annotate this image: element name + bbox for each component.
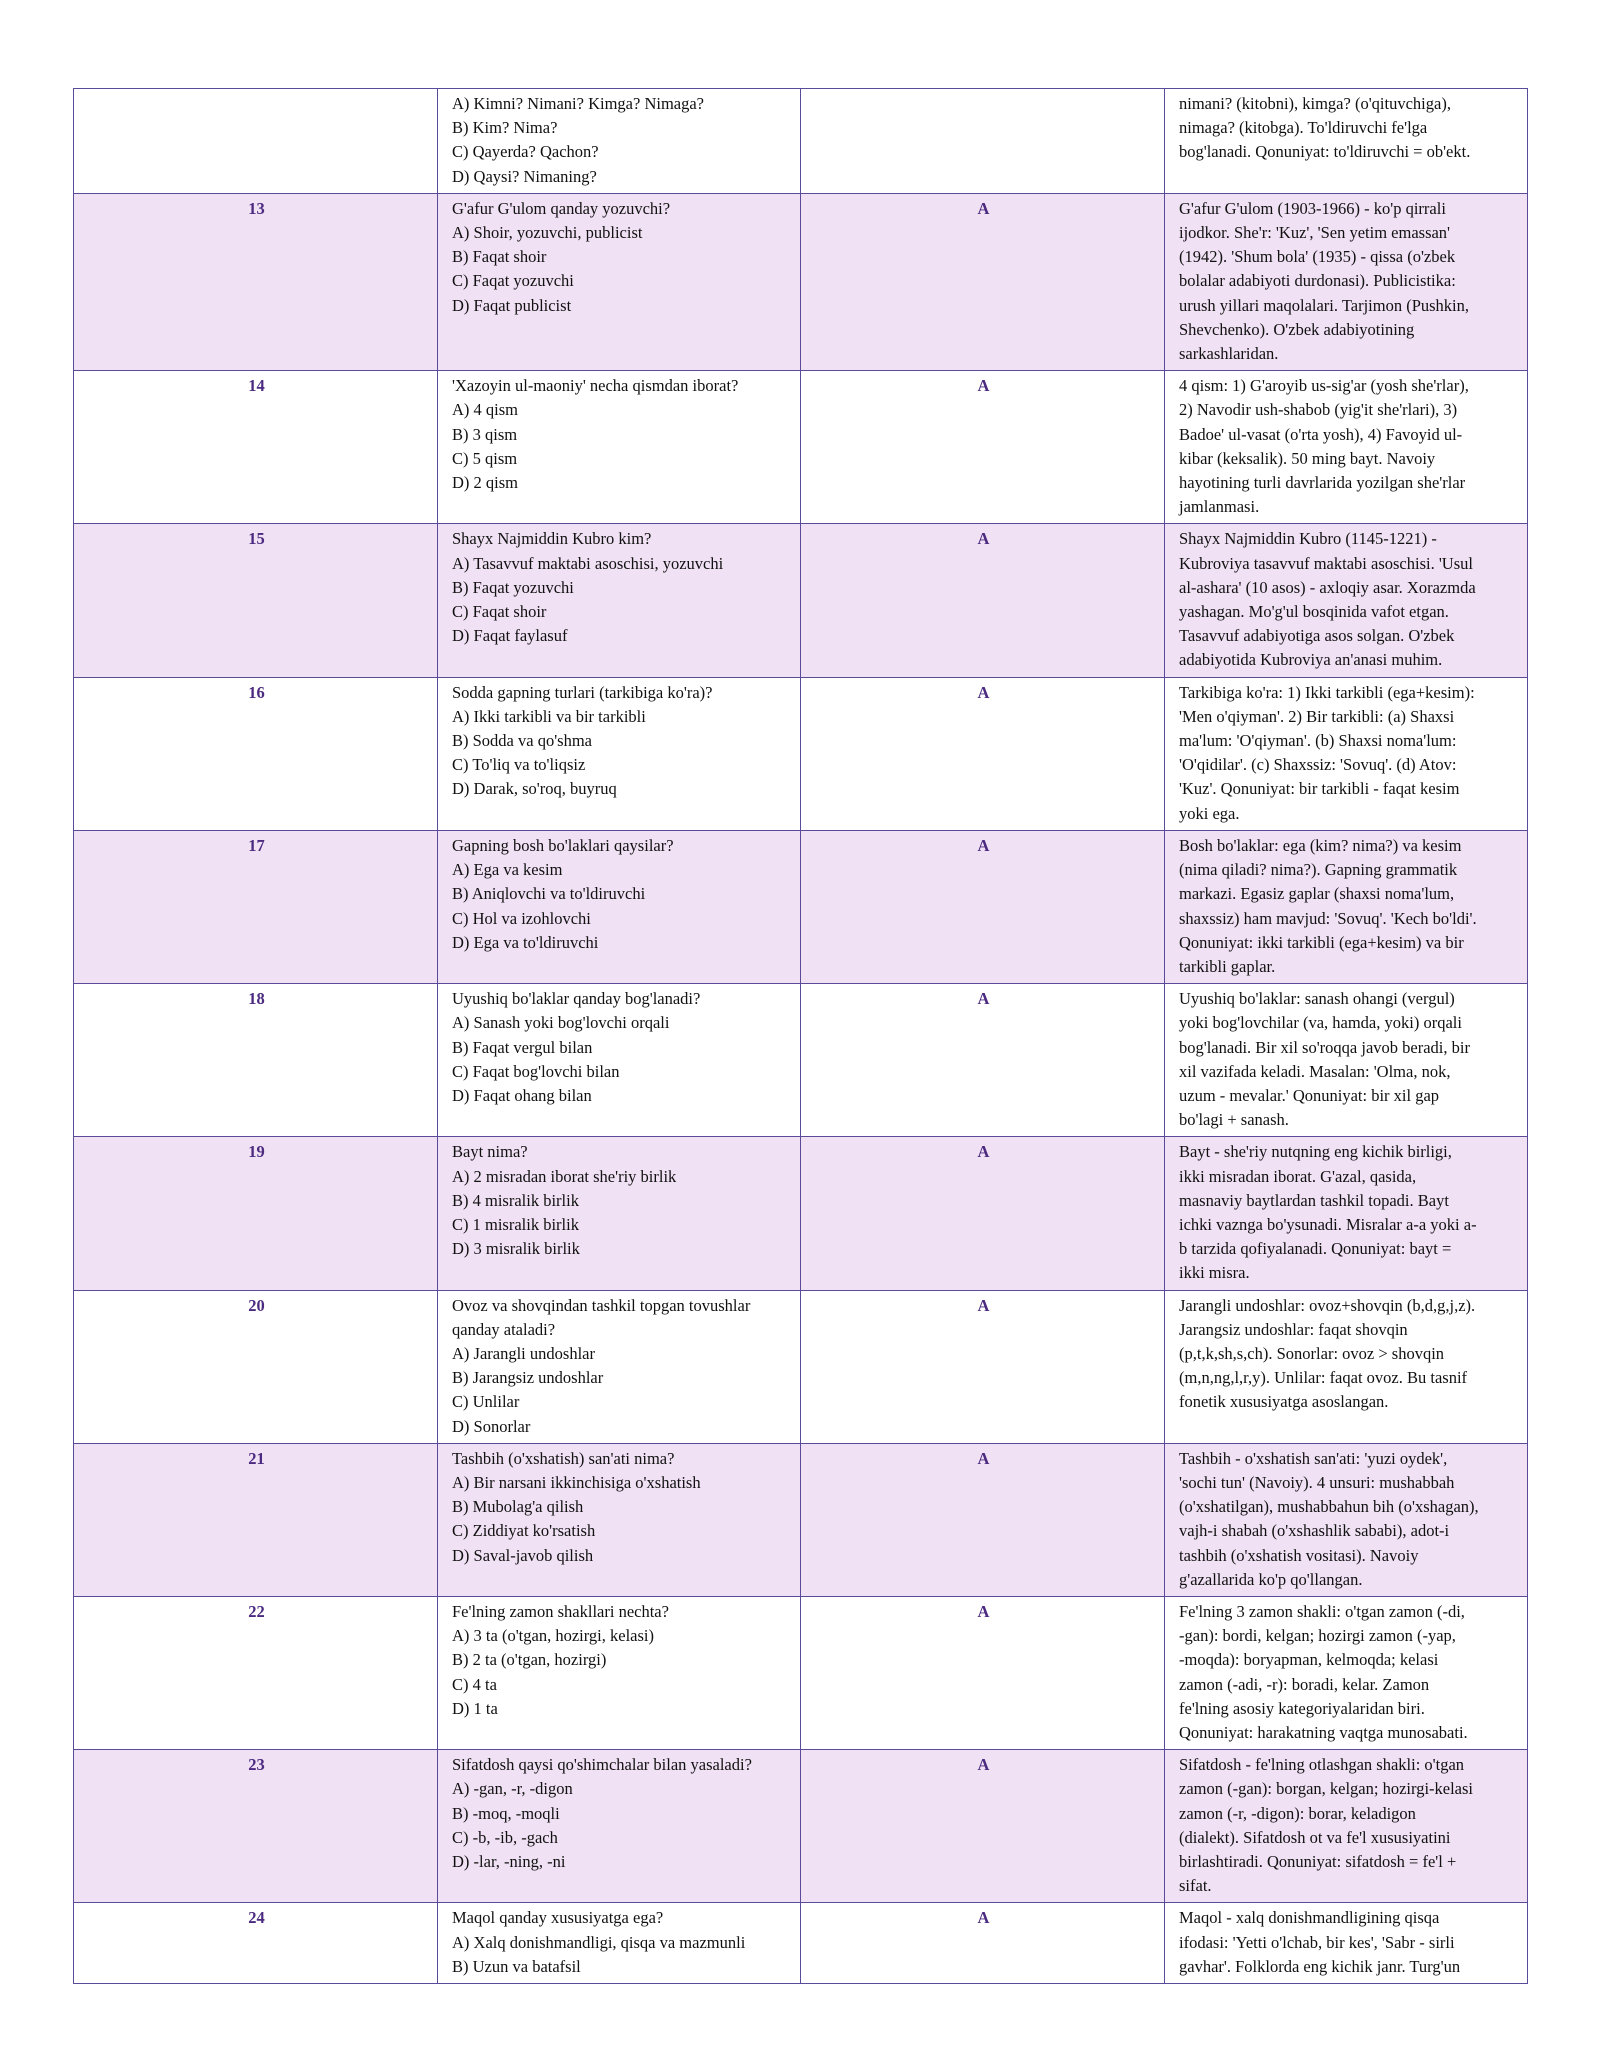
question-cell [438,371,801,524]
table-row [74,1903,1528,1984]
question-line: C) Hol va izohlovchi [452,908,591,928]
question-number: 15 [74,524,438,677]
question-cell [438,1290,801,1443]
explanation-line: fe'lning asosiy kategoriyalaridan biri. [1179,1698,1425,1718]
explanation-line: nimaga? (kitobga). To'ldiruvchi fe'lga [1179,118,1428,138]
table-row [74,1137,1528,1290]
explanation-cell [1165,193,1528,370]
question-line: A) Kimni? Nimani? Kimga? Nimaga? [452,94,705,113]
correct-answer: A [801,193,1165,370]
correct-answer: A [801,1443,1165,1596]
explanation-line: fonetik xususiyatga asoslangan. [1179,1392,1389,1412]
explanation-line: yoki ega. [1179,803,1240,823]
question-number: 20 [74,1290,438,1443]
explanation-line: yashagan. Mo'g'ul bosqinida vafot etgan. [1179,602,1449,622]
correct-answer [801,89,1165,194]
explanation-line: bog'lanadi. Bir xil so'roqqa javob beradi, bir [1179,1037,1470,1057]
question-line: A) 4 qism [452,400,518,420]
question-cell [438,1750,801,1903]
question-line: B) Uzun va batafsil [452,1956,581,1976]
question-line: D) 2 qism [452,473,518,493]
question-text: Bayt nima? [452,1142,528,1162]
table-row [74,1443,1528,1596]
explanation-line: ikki misra. [1179,1263,1250,1283]
explanation-line: bog'lanadi. Qonuniyat: to'ldiruvchi = ob'ekt. [1179,142,1471,162]
explanation-line: zamon (-gan): borgan, kelgan; hozirgi-kelasi [1179,1779,1474,1799]
qa-table [73,88,1528,1984]
explanation-line: tarkibli gaplar. [1179,956,1276,976]
explanation-cell [1165,1750,1528,1903]
question-line: B) Jarangsiz undoshlar [452,1368,604,1388]
question-line: A) -gan, -r, -digon [452,1779,573,1799]
explanation-line: markazi. Egasiz gaplar (shaxsi noma'lum, [1179,884,1455,904]
correct-answer: A [801,524,1165,677]
explanation-line: (nima qiladi? nima?). Gapning grammatik [1179,860,1458,880]
explanation-line: bo'lagi + sanash. [1179,1110,1289,1130]
explanation-line: Uyushiq bo'laklar: sanash ohangi (vergul) [1179,989,1455,1009]
table-row [74,984,1528,1137]
question-line: A) Shoir, yozuvchi, publicist [452,223,643,243]
explanation-line: b tarzida qofiyalanadi. Qonuniyat: bayt = [1179,1239,1452,1259]
explanation-line: xil vazifada keladi. Masalan: 'Olma, nok, [1179,1061,1451,1081]
explanation-cell [1165,984,1528,1137]
question-line: B) 4 misralik birlik [452,1190,579,1210]
explanation-line: G'afur G'ulom (1903-1966) - ko'p qirrali [1179,198,1446,218]
question-cell [438,1443,801,1596]
correct-answer: A [801,677,1165,830]
explanation-line: 'O'qidilar'. (c) Shaxssiz: 'Sovuq'. (d) Atov: [1179,755,1457,775]
explanation-line: shaxssiz) ham mavjud: 'Sovuq'. 'Kech bo'ldi'. [1179,908,1477,928]
question-text: Sifatdosh qaysi qo'shimchalar bilan yasaladi? [452,1755,752,1775]
explanation-line: 'Kuz'. Qonuniyat: bir tarkibli - faqat kesim [1179,779,1460,799]
explanation-cell [1165,1443,1528,1596]
question-line: D) Sonorlar [452,1416,531,1436]
question-line: B) Faqat vergul bilan [452,1037,593,1057]
question-line: B) Sodda va qo'shma [452,731,593,751]
question-line: B) -moq, -moqli [452,1803,560,1823]
explanation-line: Shayx Najmiddin Kubro (1145-1221) - [1179,529,1437,549]
question-number: 18 [74,984,438,1137]
question-line: A) Tasavvuf maktabi asoschisi, yozuvchi [452,553,724,573]
explanation-line: 'Men o'qiyman'. 2) Bir tarkibli: (a) Shaxsi [1179,706,1455,726]
explanation-line: ichki vaznga bo'ysunadi. Misralar a-a yoki a- [1179,1214,1477,1234]
question-line: C) Unlilar [452,1392,520,1412]
explanation-cell [1165,1137,1528,1290]
question-line: B) Faqat shoir [452,247,547,267]
explanation-line: ikki misradan iborat. G'azal, qasida, [1179,1166,1417,1186]
question-line: C) Faqat yozuvchi [452,271,574,291]
question-text: Shayx Najmiddin Kubro kim? [452,529,652,549]
explanation-line: Tashbih - o'xshatish san'ati: 'yuzi oydek', [1179,1448,1448,1468]
explanation-line: (1942). 'Shum bola' (1935) - qissa (o'zbek [1179,247,1456,267]
table-row [74,193,1528,370]
table-row [74,89,1528,194]
question-number: 24 [74,1903,438,1984]
explanation-line: Qonuniyat: harakatning vaqtga munosabati. [1179,1723,1468,1742]
explanation-line: ijodkor. She'r: 'Kuz', 'Sen yetim emassan' [1179,223,1451,243]
question-cell [438,89,801,194]
question-line: D) Qaysi? Nimaning? [452,166,597,186]
table-row [74,1750,1528,1903]
question-cell [438,984,801,1137]
explanation-line: -gan): bordi, kelgan; hozirgi zamon (-yap, [1179,1626,1456,1646]
explanation-line: 'sochi tun' (Navoiy). 4 unsuri: mushabbah [1179,1472,1455,1492]
table-row [74,371,1528,524]
table-row [74,1596,1528,1749]
question-cell [438,677,801,830]
question-line: D) 3 misralik birlik [452,1239,580,1259]
question-line: B) Faqat yozuvchi [452,577,574,597]
question-line: A) 2 misradan iborat she'riy birlik [452,1166,677,1186]
explanation-line: masnaviy baytlardan tashkil topadi. Bayt [1179,1190,1449,1210]
question-text: Gapning bosh bo'laklari qaysilar? [452,835,674,855]
question-cell [438,1596,801,1749]
question-line: C) Qayerda? Qachon? [452,142,599,162]
question-line: A) Bir narsani ikkinchisiga o'xshatish [452,1472,701,1492]
explanation-line: uzum - mevalar.' Qonuniyat: bir xil gap [1179,1085,1440,1105]
explanation-line: Kubroviya tasavvuf maktabi asoschisi. 'Usul [1179,553,1473,573]
explanation-line: (m,n,ng,l,r,y). Unlilar: faqat ovoz. Bu tasnif [1179,1368,1468,1388]
explanation-line: adabiyotida Kubroviya an'anasi muhim. [1179,650,1443,670]
explanation-line: Bosh bo'laklar: ega (kim? nima?) va kesim [1179,835,1462,855]
explanation-cell [1165,1903,1528,1984]
explanation-line: Tarkibiga ko'ra: 1) Ikki tarkibli (ega+kesim): [1179,682,1475,702]
explanation-line: 4 qism: 1) G'aroyib us-sig'ar (yosh she'rlar), [1179,376,1469,396]
explanation-line: hayotining turli davrlarida yozilgan she'rlar [1179,473,1466,493]
explanation-line: urush yillari maqolalari. Tarjimon (Pushkin, [1179,295,1469,315]
explanation-line: g'azallarida ko'p qo'llangan. [1179,1569,1363,1589]
question-line: B) 2 ta (o'tgan, hozirgi) [452,1650,607,1670]
question-cell [438,193,801,370]
explanation-line: ifodasi: 'Yetti o'lchab, bir kes', 'Sabr - sirli [1179,1932,1455,1952]
table-row [74,1290,1528,1443]
explanation-line: Jarangli undoshlar: ovoz+shovqin (b,d,g,j,z). [1179,1295,1476,1315]
question-line: C) Ziddiyat ko'rsatish [452,1521,596,1541]
explanation-line: birlashtiradi. Qonuniyat: sifatdosh = fe'l + [1179,1852,1457,1872]
question-line: C) 1 misralik birlik [452,1214,579,1234]
table-row [74,830,1528,983]
explanation-line: Shevchenko). O'zbek adabiyotining [1179,319,1415,339]
question-text: Fe'lning zamon shakllari nechta? [452,1601,669,1621]
explanation-line: Jarangsiz undoshlar: faqat shovqin [1179,1319,1408,1339]
question-text: 'Xazoyin ul-maoniy' necha qismdan iborat? [452,376,739,396]
qa-table-body [74,89,1528,1984]
question-line: C) To'liq va to'liqsiz [452,755,586,775]
explanation-line: Bayt - she'riy nutqning eng kichik birligi, [1179,1142,1452,1162]
explanation-line: Sifatdosh - fe'lning otlashgan shakli: o'tgan [1179,1755,1465,1775]
question-line: D) Faqat publicist [452,295,572,315]
question-line: D) 1 ta [452,1698,498,1718]
question-line: C) Faqat bog'lovchi bilan [452,1061,620,1081]
question-line: B) 3 qism [452,424,518,444]
question-cell [438,1137,801,1290]
question-line: qanday ataladi? [452,1319,556,1339]
table-row [74,677,1528,830]
explanation-cell [1165,89,1528,194]
question-number: 14 [74,371,438,524]
question-line: C) Faqat shoir [452,602,547,622]
question-text: Sodda gapning turlari (tarkibiga ko'ra)? [452,682,713,702]
explanation-line: jamlanmasi. [1179,497,1260,517]
explanation-line: (p,t,k,sh,s,ch). Sonorlar: ovoz > shovqin [1179,1343,1445,1363]
explanation-line: Tasavvuf adabiyotiga asos solgan. O'zbek [1179,626,1455,646]
explanation-line: gavhar'. Folklorda eng kichik janr. Turg'un [1179,1956,1461,1976]
explanation-cell [1165,830,1528,983]
table-row [74,524,1528,677]
explanation-line: ma'lum: 'O'qiyman'. (b) Shaxsi noma'lum: [1179,731,1457,751]
explanation-line: sifat. [1179,1876,1212,1896]
explanation-line: zamon (-r, -digon): borar, keladigon [1179,1803,1416,1823]
question-number: 23 [74,1750,438,1903]
question-line: D) Ega va to'ldiruvchi [452,932,599,952]
explanation-line: -moqda): boryapman, kelmoqda; kelasi [1179,1650,1439,1670]
correct-answer: A [801,1290,1165,1443]
correct-answer: A [801,1750,1165,1903]
explanation-cell [1165,524,1528,677]
correct-answer: A [801,984,1165,1137]
correct-answer: A [801,1903,1165,1984]
question-line: D) -lar, -ning, -ni [452,1852,566,1872]
question-number: 16 [74,677,438,830]
question-line: A) 3 ta (o'tgan, hozirgi, kelasi) [452,1626,654,1646]
correct-answer: A [801,1596,1165,1749]
question-text: Maqol qanday xususiyatga ega? [452,1908,664,1928]
explanation-line: sarkashlaridan. [1179,344,1279,364]
question-cell [438,524,801,677]
explanation-line: Qonuniyat: ikki tarkibli (ega+kesim) va bir [1179,932,1464,952]
explanation-cell [1165,1290,1528,1443]
question-line: D) Darak, so'roq, buyruq [452,779,617,799]
explanation-cell [1165,1596,1528,1749]
question-text: G'afur G'ulom qanday yozuvchi? [452,198,671,218]
question-text: Uyushiq bo'laklar qanday bog'lanadi? [452,989,701,1009]
question-text: Ovoz va shovqindan tashkil topgan tovushlar [452,1295,751,1315]
question-number [74,89,438,194]
correct-answer: A [801,830,1165,983]
question-line: A) Ega va kesim [452,860,563,880]
question-cell [438,1903,801,1984]
explanation-cell [1165,677,1528,830]
question-text: Tashbih (o'xshatish) san'ati nima? [452,1448,675,1468]
question-number: 21 [74,1443,438,1596]
explanation-line: (dialekt). Sifatdosh ot va fe'l xususiyatini [1179,1827,1451,1847]
question-line: A) Sanash yoki bog'lovchi orqali [452,1013,670,1033]
question-line: A) Jarangli undoshlar [452,1343,595,1363]
explanation-line: (o'xshatilgan), mushabbahun bih (o'xshagan), [1179,1497,1479,1517]
question-line: C) 5 qism [452,448,518,468]
question-line: B) Kim? Nima? [452,118,558,138]
question-line: B) Mubolag'a qilish [452,1497,584,1517]
question-number: 22 [74,1596,438,1749]
correct-answer: A [801,371,1165,524]
explanation-line: tashbih (o'xshatish vositasi). Navoiy [1179,1545,1419,1565]
explanation-line: nimani? (kitobni), kimga? (o'qituvchiga), [1179,94,1451,113]
question-line: C) 4 ta [452,1674,497,1694]
question-cell [438,830,801,983]
question-line: D) Faqat ohang bilan [452,1085,592,1105]
explanation-line: Badoe' ul-vasat (o'rta yosh), 4) Favoyid ul- [1179,424,1463,444]
explanation-line: vajh-i shabah (o'xshashlik sababi), adot-i [1179,1521,1450,1541]
question-number: 19 [74,1137,438,1290]
explanation-line: yoki bog'lovchilar (va, hamda, yoki) orqali [1179,1013,1462,1033]
question-line: A) Xalq donishmandligi, qisqa va mazmunli [452,1932,746,1952]
explanation-line: Maqol - xalq donishmandligining qisqa [1179,1908,1440,1928]
question-line: D) Faqat faylasuf [452,626,568,646]
question-line: B) Aniqlovchi va to'ldiruvchi [452,884,646,904]
question-line: A) Ikki tarkibli va bir tarkibli [452,706,646,726]
explanation-line: kibar (keksalik). 50 ming bayt. Navoiy [1179,448,1436,468]
question-line: D) Saval-javob qilish [452,1545,594,1565]
question-number: 13 [74,193,438,370]
question-number: 17 [74,830,438,983]
explanation-line: al-ashara' (10 asos) - axloqiy asar. Xorazmda [1179,577,1476,597]
question-line: C) -b, -ib, -gach [452,1827,558,1847]
explanation-line: bolalar adabiyoti durdonasi). Publicistika: [1179,271,1456,291]
explanation-line: Fe'lning 3 zamon shakli: o'tgan zamon (-di, [1179,1601,1465,1621]
correct-answer: A [801,1137,1165,1290]
explanation-line: zamon (-adi, -r): boradi, kelar. Zamon [1179,1674,1430,1694]
explanation-line: 2) Navodir ush-shabob (yig'it she'rlari), 3) [1179,400,1458,420]
explanation-cell [1165,371,1528,524]
